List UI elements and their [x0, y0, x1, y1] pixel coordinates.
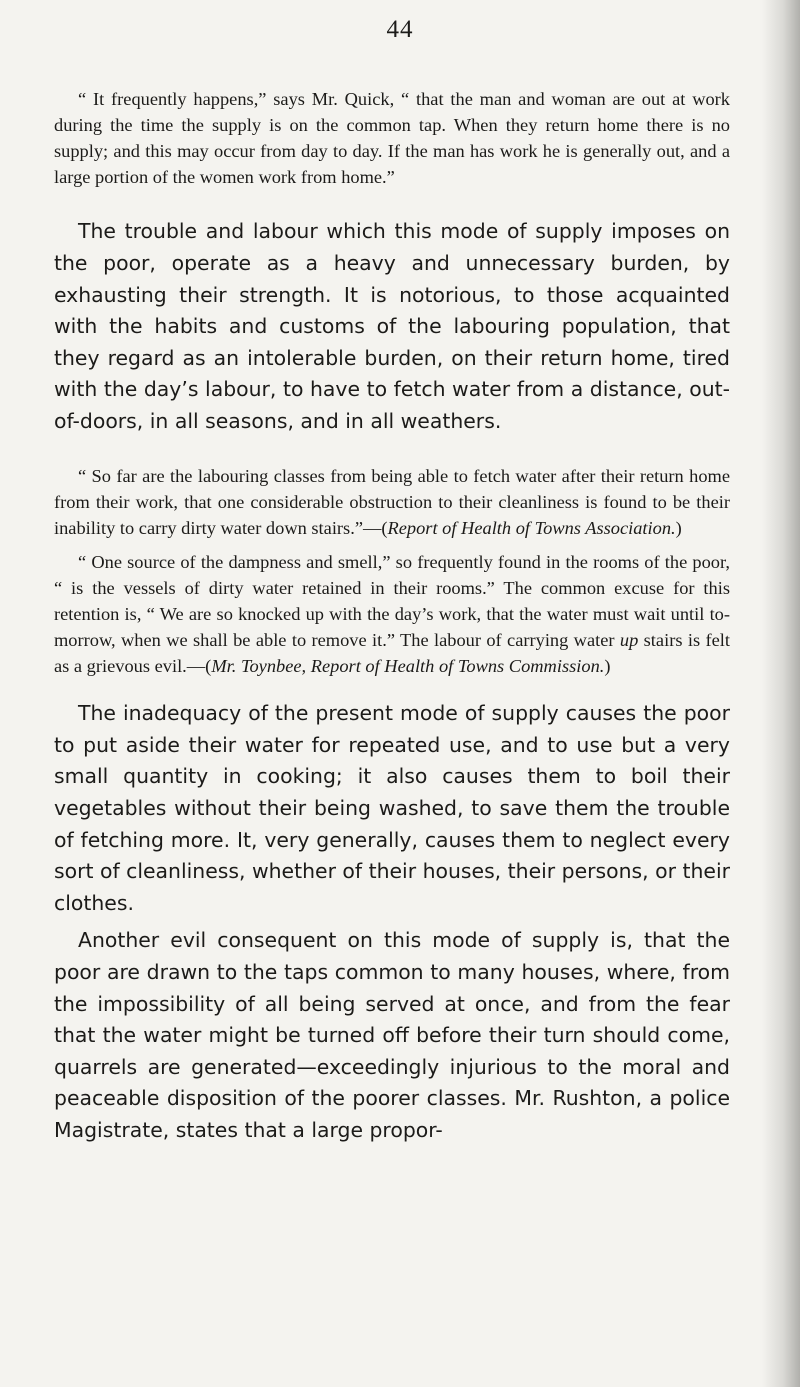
body-paragraph-another-evil: Another evil consequent on this mode of supply is, that the poor are drawn to the taps common to many houses, where, from the impossibility of all being served at once, and from the fear that the water might be turned off before their turn should come, quarrels are generated—exceedingly injurious to the moral and peaceable disposition of the poorer classes. Mr. Rushton, a police Magistrate, states that a large propor-: [54, 928, 730, 1142]
citation-source: Mr. Toynbee, Report of Health of Towns Commission.: [211, 656, 605, 677]
page-edge-shadow: [762, 0, 800, 1387]
citation-close: ): [604, 656, 611, 677]
emphasis-up: up: [619, 630, 639, 651]
body-paragraph-inadequacy: The inadequacy of the present mode of supply causes the poor to put aside their water for repeated use, and to use but a very small quantity in cooking; it also causes them to boil their vegetables without their being washed, to save them the trouble of fetching more. It, very generally, causes them to neglect every sort of cleanliness, whether of their houses, their persons, or their clothes.: [54, 701, 730, 915]
body-paragraph-trouble-and-labour: The trouble and labour which this mode of supply imposes on the poor, operate as a heavy and unnecessary burden, by exhausting their strength. It is notorious, to those acquainted with the habits and customs of the labouring population, that they regard as an intolerable burden, on their return home, tired with the day’s labour, to have to fetch water from a distance, out-of-doors, in all seasons, and in all weathers.: [54, 219, 730, 433]
quote-text-a: “ One source of the dampness and smell,” so frequently found in the rooms of the poor, “ is the vessels of dirty water retained in their rooms.” The common excuse for this retention is, “ We are so knocked up with the day’s work, that the water must wait until to-morrow, when we shall be able to remove it.” The labour of carrying water: [54, 551, 730, 651]
quote-paragraph-dampness: [54, 549, 730, 679]
page-number: 44: [386, 16, 414, 43]
citation-source: Report of Health of Towns Association.: [387, 517, 676, 538]
page-body: [54, 86, 730, 1147]
quote-paragraph-quick: “ It frequently happens,” says Mr. Quick, “ that the man and woman are out at work during the time the supply is on the common tap. When they return home there is no supply; and this may occur from day to day. If the man has work he is generally out, and a large portion of the women work from home.”: [54, 89, 730, 188]
citation-close: ): [675, 517, 682, 538]
quote-text-b: stairs is felt as a grievous evil.—(: [54, 630, 730, 677]
quote-text: “ So far are the labouring classes from being able to fetch water after their return home from their work, that one considerable obstruction to their cleanliness is found to be their inability to carry dirty water down stairs.”—(: [54, 465, 730, 538]
quote-paragraph-labouring-classes: [54, 463, 730, 541]
